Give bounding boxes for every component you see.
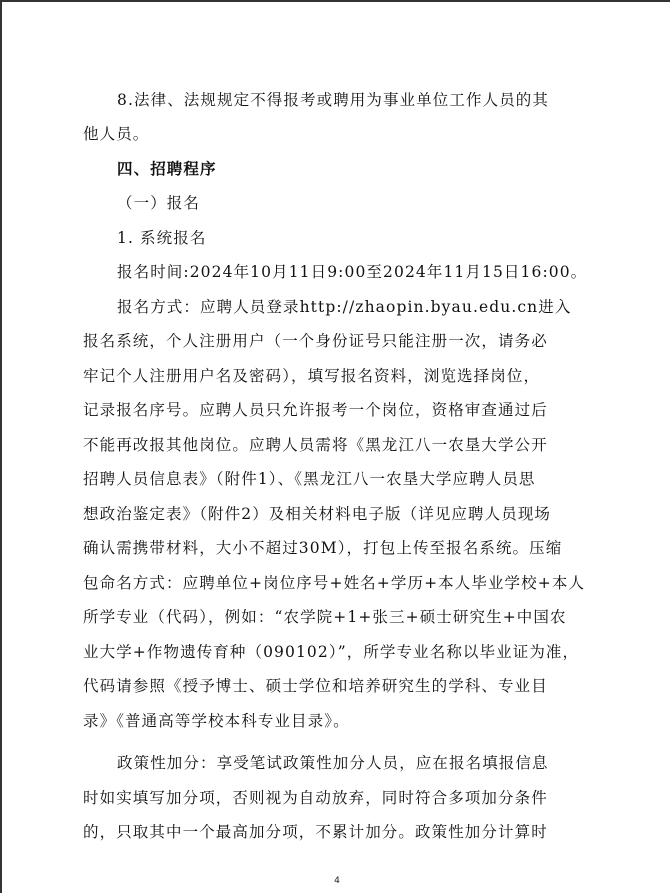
registration-method-line: 确认需携带材料，大小不超过30M），打包上传至报名系统。压缩	[83, 539, 563, 557]
page-number: 4	[334, 876, 340, 886]
registration-method-line: 录》《普通高等学校本科专业目录》。	[83, 712, 350, 730]
policy-bonus-line: 时如实填写加分项，否则视为自动放弃，同时符合多项加分条件	[83, 789, 548, 807]
section-heading: 四、招聘程序	[117, 159, 217, 178]
subsection-heading: （一）报名	[117, 194, 201, 212]
registration-method-line: 报名系统，个人注册用户（一个身份证号只能注册一次，请务必	[83, 332, 548, 350]
registration-method-line: 代码请参照《授予博士、硕士学位和培养研究生的学科、专业目	[83, 677, 548, 695]
policy-bonus-line: 政策性加分：享受笔试政策性加分人员，应在报名填报信息	[117, 754, 549, 772]
registration-time: 报名时间:2024年10月11日9:00至2024年11月15日16:00。	[117, 263, 588, 281]
policy-bonus-line: 的，只取其中一个最高加分项，不累计加分。政策性加分计算时	[83, 823, 548, 841]
registration-method-line: 不能再改报其他岗位。应聘人员需将《黑龙江八一农垦大学公开	[83, 436, 548, 454]
registration-method-line: 所学专业（代码），例如：“农学院+1+张三+硕士研究生+中国农	[83, 608, 567, 626]
registration-method-line: 想政治鉴定表》（附件2）及相关材料电子版（详见应聘人员现场	[83, 505, 552, 523]
registration-method-line: 包命名方式：应聘单位+岗位序号+姓名+学历+本人毕业学校+本人	[83, 574, 586, 592]
registration-method-line: 牢记个人注册用户名及密码），填写报名资料，浏览选择岗位，	[83, 367, 541, 385]
paragraph-item-8-cont: 他人员。	[83, 125, 150, 143]
registration-method-line: 记录报名序号。应聘人员只允许报考一个岗位，资格审查通过后	[83, 401, 548, 419]
registration-method-line: 招聘人员信息表》（附件1）、《黑龙江八一农垦大学应聘人员思	[83, 470, 536, 488]
registration-method-line: 报名方式：应聘人员登录http://zhaopin.byau.edu.cn进入	[117, 298, 572, 316]
registration-method-line: 业大学+作物遗传育种（090102）”，所学专业名称以毕业证为准，	[83, 643, 580, 661]
paragraph-item-8: 8.法律、法规规定不得报考或聘用为事业单位工作人员的其	[117, 91, 549, 109]
item-heading: 1. 系统报名	[117, 229, 207, 247]
